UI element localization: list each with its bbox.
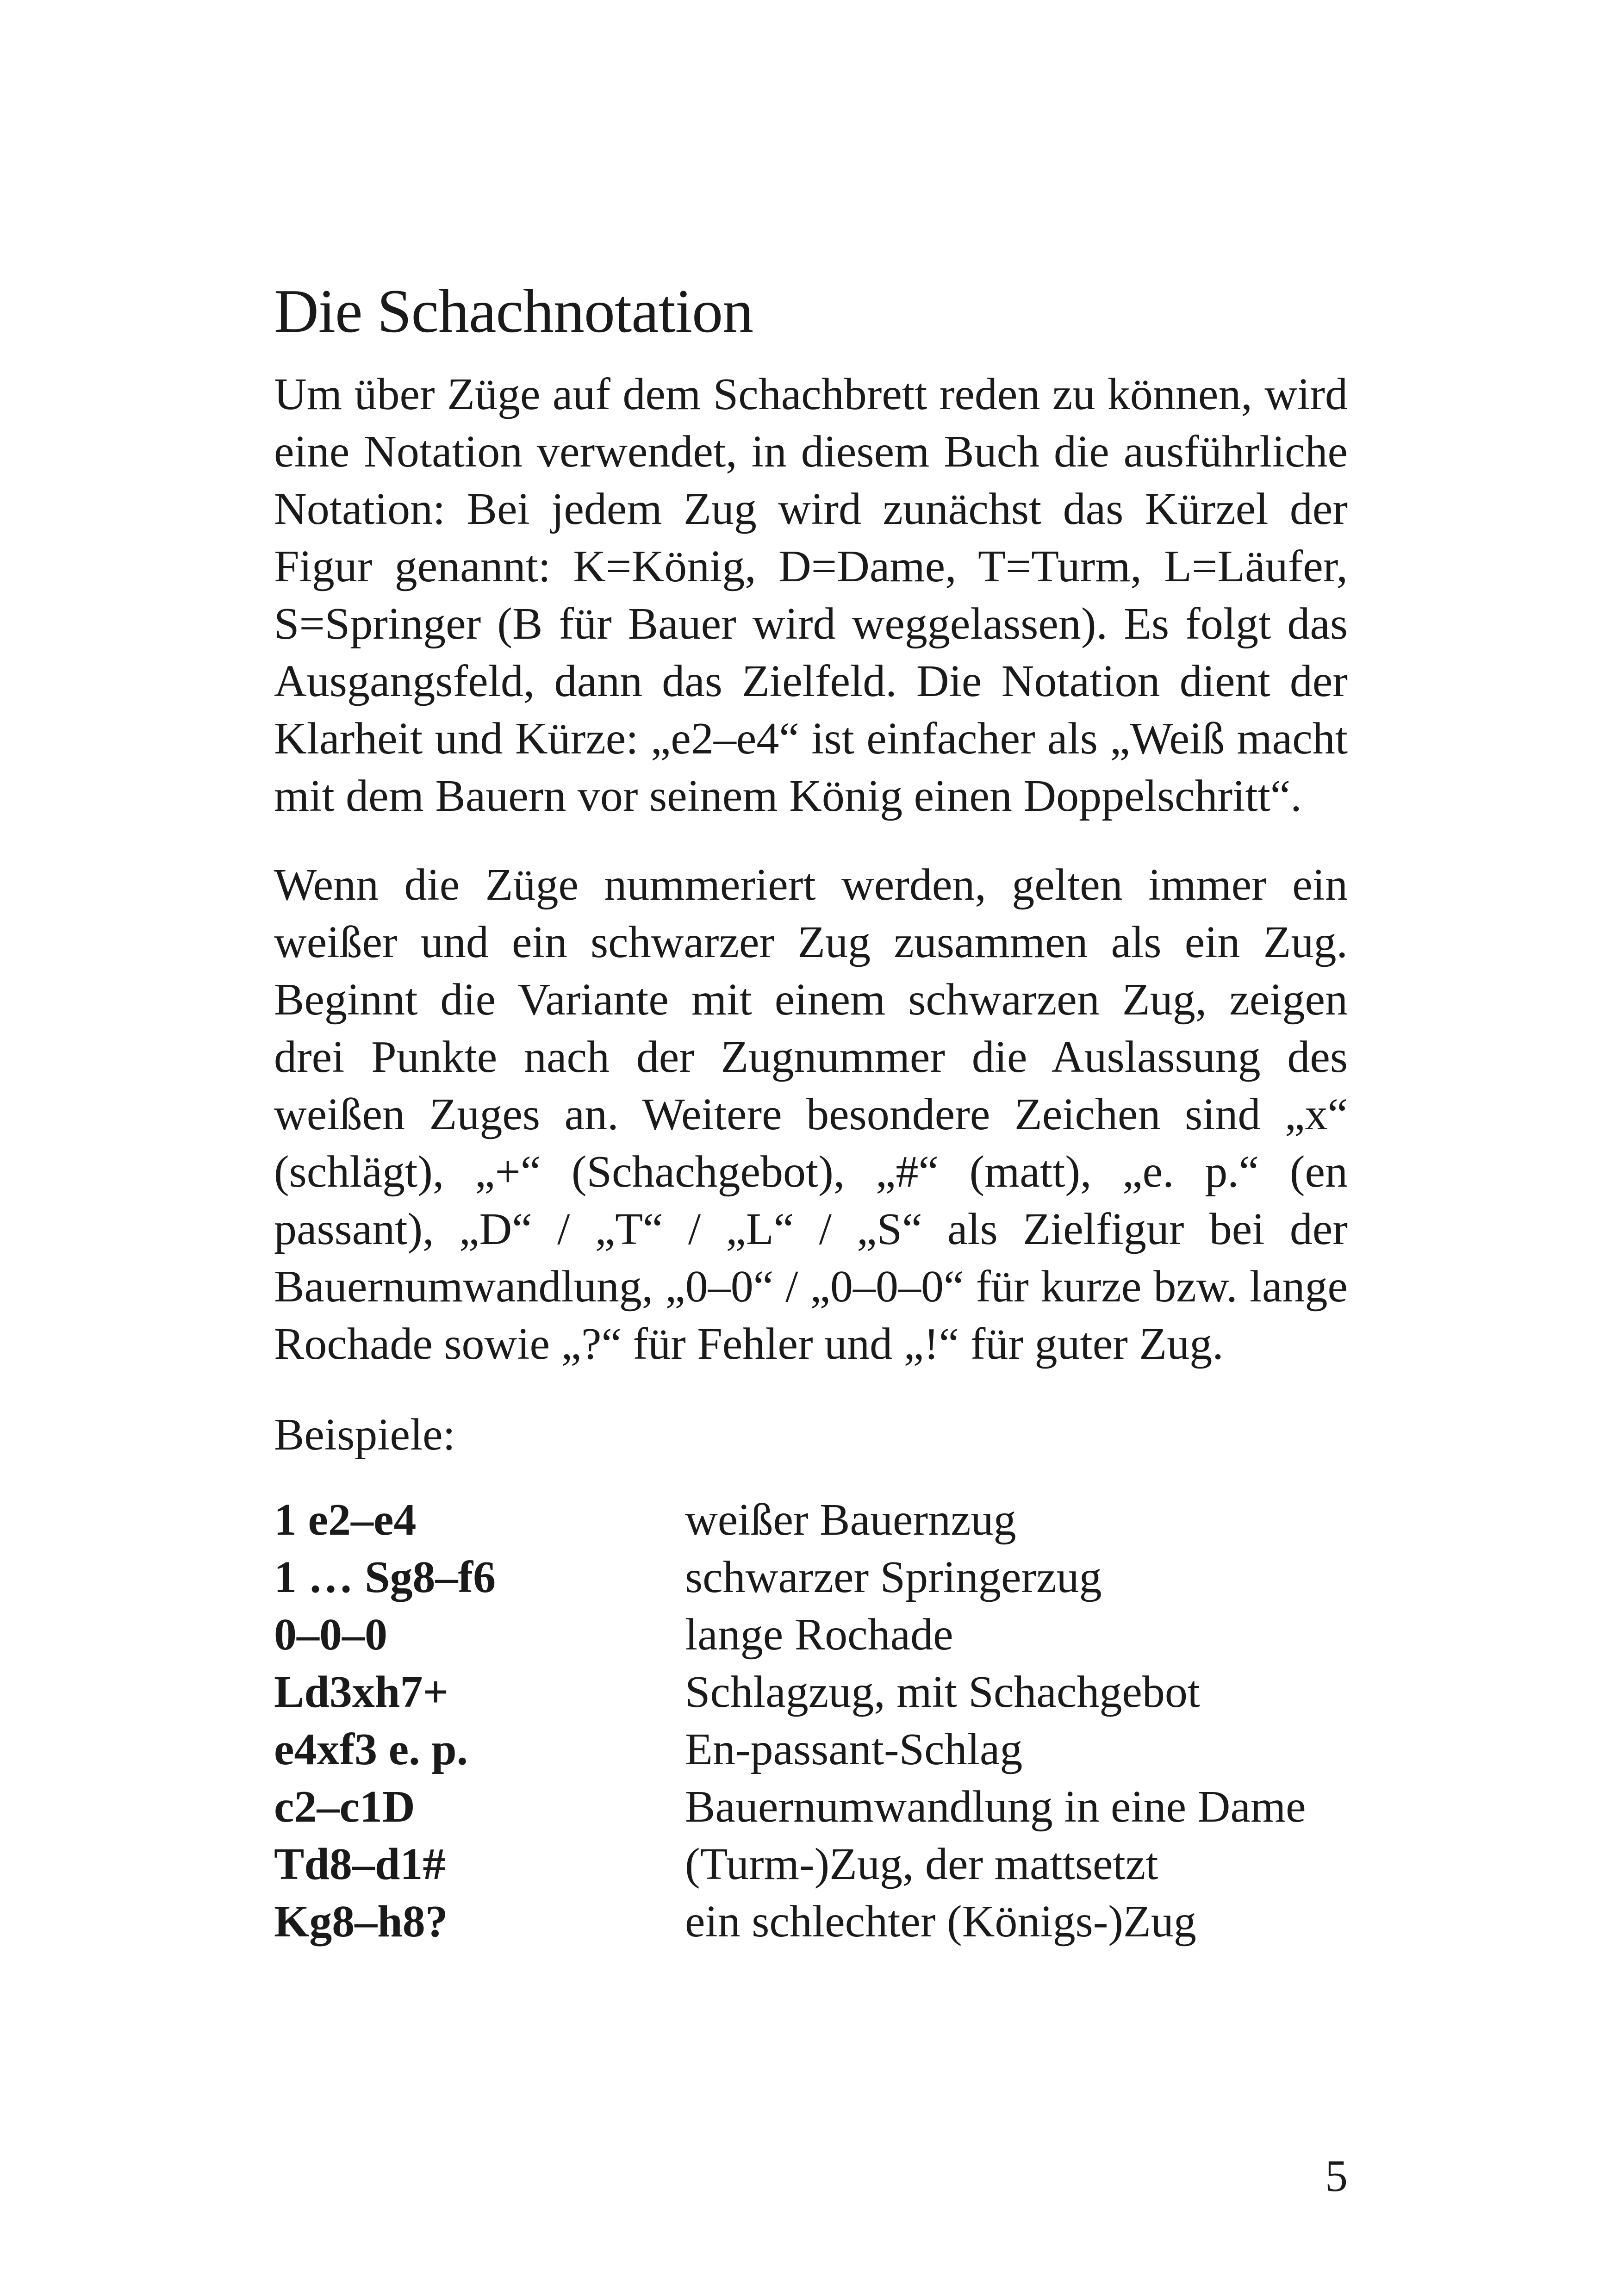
example-description: En-passant-Schlag — [685, 1724, 1023, 1774]
page-title: Die Schachnotation — [274, 277, 753, 345]
example-notation: 1 … Sg8–f6 — [274, 1552, 496, 1602]
example-row — [274, 1491, 1385, 1549]
example-description: ein schlechter (Königs-)Zug — [685, 1897, 1196, 1947]
example-description: weißer Bauernzug — [685, 1495, 1016, 1545]
example-row — [274, 1663, 1385, 1721]
example-description: schwarzer Springerzug — [685, 1552, 1102, 1602]
example-notation: Ld3xh7+ — [274, 1667, 449, 1717]
paragraph-notation-intro: Um über Züge auf dem Schachbrett reden zu können, wird eine Notation verwendet, in diesem Buch die ausführliche Notation: Bei jedem Zug wird zunächst das Kürzel der Figur genannt: K=König, D=Dame, T=Turm, L=Läufer, S=Springer (B für Bauer wird weggelassen). Es folgt das Ausgangsfeld, dann das Zielfeld. Die Notation dient der Klarheit und Kürze: „e2–e4“ ist einfacher als „Weiß macht mit dem Bauern vor seinem König einen Doppelschritt“. — [274, 369, 1348, 821]
paragraph-special-symbols: Wenn die Züge nummeriert werden, gelten immer ein weißer und ein schwarzer Zug zusammen als ein Zug. Beginnt die Variante mit einem schwarzen Zug, zeigen drei Punkte nach der Zugnummer die Auslassung des weißen Zuges an. Weitere besondere Zeichen sind „x“ (schlägt), „+“ (Schachgebot), „#“ (matt), „e. p.“ (en passant), „D“ / „T“ / „L“ / „S“ als Zielfigur bei der Bauernumwandlung, „0–0“ / „0–0–0“ für kurze bzw. lange Rochade sowie „?“ für Fehler und „!“ für guter Zug. — [274, 860, 1348, 1369]
example-notation: Td8–d1# — [274, 1839, 446, 1889]
example-row — [274, 1549, 1385, 1606]
example-notation: Kg8–h8? — [274, 1897, 448, 1947]
example-notation: 0–0–0 — [274, 1610, 387, 1660]
example-row — [274, 1836, 1385, 1893]
example-notation: c2–c1D — [274, 1782, 415, 1832]
example-notation: e4xf3 e. p. — [274, 1724, 468, 1774]
example-row — [274, 1778, 1385, 1836]
example-row — [274, 1721, 1385, 1778]
example-row — [274, 1893, 1385, 1950]
examples-label: Beispiele: — [274, 1410, 455, 1460]
page-number: 5 — [1325, 2151, 1348, 2201]
examples-table — [274, 1491, 1385, 1950]
example-row — [274, 1606, 1385, 1663]
example-description: Bauernumwandlung in eine Dame — [685, 1782, 1306, 1832]
example-notation: 1 e2–e4 — [274, 1495, 417, 1545]
example-description: Schlagzug, mit Schachgebot — [685, 1667, 1201, 1717]
example-description: lange Rochade — [685, 1610, 953, 1660]
example-description: (Turm-)Zug, der mattsetzt — [685, 1839, 1158, 1889]
